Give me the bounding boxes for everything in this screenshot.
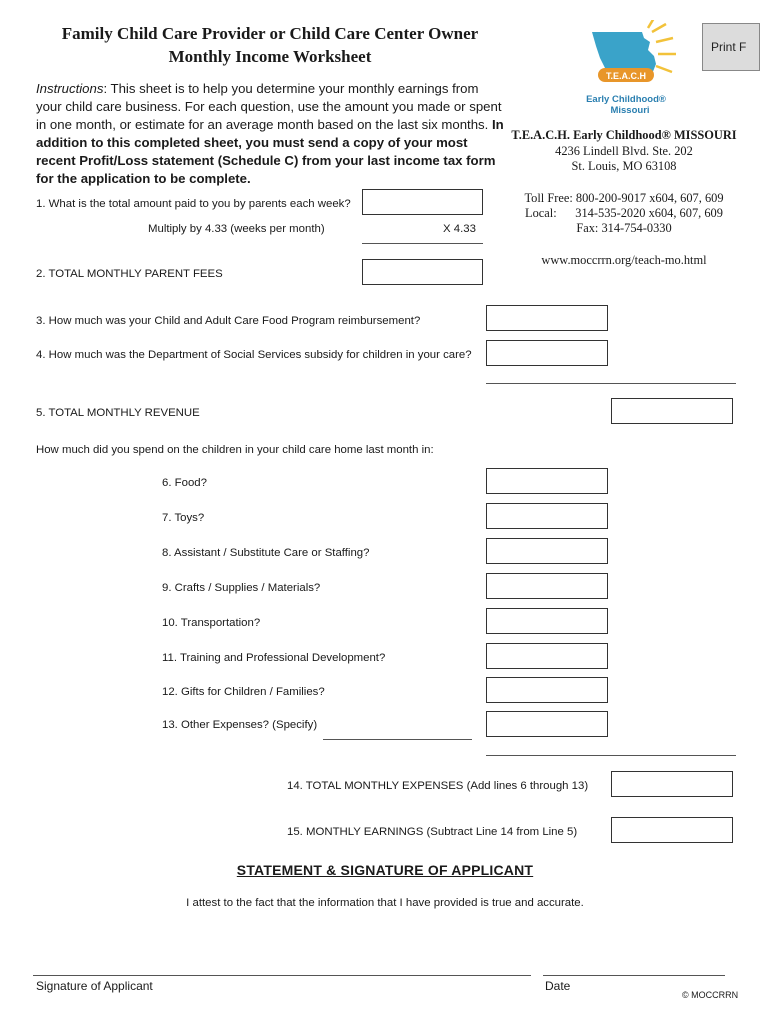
signature-label: Signature of Applicant xyxy=(36,979,153,993)
org-address1: 4236 Lindell Blvd. Ste. 202 xyxy=(555,144,693,158)
total-expenses-field[interactable] xyxy=(611,771,733,797)
multiply-label: Multiply by 4.33 (weeks per month) xyxy=(148,223,325,235)
badge-text: T.E.A.C.H xyxy=(605,71,647,81)
signature-line[interactable] xyxy=(33,975,531,976)
org-address2: St. Louis, MO 63108 xyxy=(571,159,677,173)
toys-field[interactable] xyxy=(486,503,608,529)
teach-logo xyxy=(578,20,678,124)
subsidy-field[interactable] xyxy=(486,340,608,366)
org-tollfree: Toll Free: 800-200-9017 x604, 607, 609 xyxy=(524,191,724,205)
gifts-field[interactable] xyxy=(486,677,608,703)
food-program-field[interactable] xyxy=(486,305,608,331)
training-field[interactable] xyxy=(486,643,608,669)
transportation-field[interactable] xyxy=(486,608,608,634)
org-name: T.E.A.C.H. Early Childhood® MISSOURI xyxy=(511,128,737,142)
other-expenses-field[interactable] xyxy=(486,711,608,737)
question-12: 12. Gifts for Children / Families? xyxy=(162,686,325,698)
question-8: 8. Assistant / Substitute Care or Staffing? xyxy=(162,547,370,559)
org-fax: Fax: 314-754-0330 xyxy=(576,221,672,235)
question-6: 6. Food? xyxy=(162,477,207,489)
logo-line1: Early Childhood® xyxy=(586,94,666,105)
question-4: 4. How much was the Department of Social Services subsidy for children in your care? xyxy=(36,349,472,361)
attest-text: I attest to the fact that the information that I have provided is true and accurate. xyxy=(186,897,584,909)
instructions-requirement: In addition to this completed sheet, you must send a copy of your most recent Profit/Loss statement (Schedule C) from your last income tax form for the application to be complete. xyxy=(36,117,504,186)
monthly-earnings-field[interactable] xyxy=(611,817,733,843)
statement-title: STATEMENT & SIGNATURE OF APPLICANT xyxy=(236,862,534,878)
question-2: 2. TOTAL MONTHLY PARENT FEES xyxy=(36,268,223,280)
monthly-parent-fees-field[interactable] xyxy=(362,259,483,285)
total-revenue-field[interactable] xyxy=(611,398,733,424)
supplies-field[interactable] xyxy=(486,573,608,599)
page-subtitle: Monthly Income Worksheet xyxy=(168,47,372,66)
divider xyxy=(486,755,736,756)
weekly-parent-fees-field[interactable] xyxy=(362,189,483,215)
question-13: 13. Other Expenses? (Specify) xyxy=(162,719,318,731)
question-3: 3. How much was your Child and Adult Care Food Program reimbursement? xyxy=(36,315,421,327)
question-11: 11. Training and Professional Development? xyxy=(162,652,386,664)
question-9: 9. Crafts / Supplies / Materials? xyxy=(162,582,321,594)
instructions-label: Instructions xyxy=(36,81,104,96)
page-title: Family Child Care Provider or Child Care Center Owner xyxy=(61,24,479,43)
date-label: Date xyxy=(545,979,571,993)
question-1: 1. What is the total amount paid to you by parents each week? xyxy=(36,198,351,210)
date-line[interactable] xyxy=(543,975,725,976)
copyright: © MOCCRRN xyxy=(682,990,739,1000)
divider xyxy=(362,243,483,244)
spend-intro: How much did you spend on the children in your child care home last month in: xyxy=(36,444,434,456)
logo-line2: Missouri xyxy=(610,105,650,116)
question-5: 5. TOTAL MONTHLY REVENUE xyxy=(36,407,200,419)
divider xyxy=(486,383,736,384)
question-14: 14. TOTAL MONTHLY EXPENSES (Add lines 6 through 13) xyxy=(287,780,589,792)
question-7: 7. Toys? xyxy=(162,512,205,524)
question-10: 10. Transportation? xyxy=(162,617,261,629)
other-expenses-specify-line[interactable] xyxy=(323,739,472,740)
org-website: www.moccrrn.org/teach-mo.html xyxy=(541,253,707,267)
org-local: Local: 314-535-2020 x604, 607, 609 xyxy=(525,206,723,220)
multiplier-label: X 4.33 xyxy=(443,223,476,235)
instructions-text: : This sheet is to help you determine your monthly earnings from your child care business. For each question, use the amount you made or spent in one month, or estimate for an average month based on the last six months. xyxy=(36,81,502,132)
question-15: 15. MONTHLY EARNINGS (Subtract Line 14 from Line 5) xyxy=(287,826,578,838)
staffing-field[interactable] xyxy=(486,538,608,564)
print-button[interactable]: Print F xyxy=(702,23,760,71)
food-field[interactable] xyxy=(486,468,608,494)
instructions xyxy=(36,80,506,188)
